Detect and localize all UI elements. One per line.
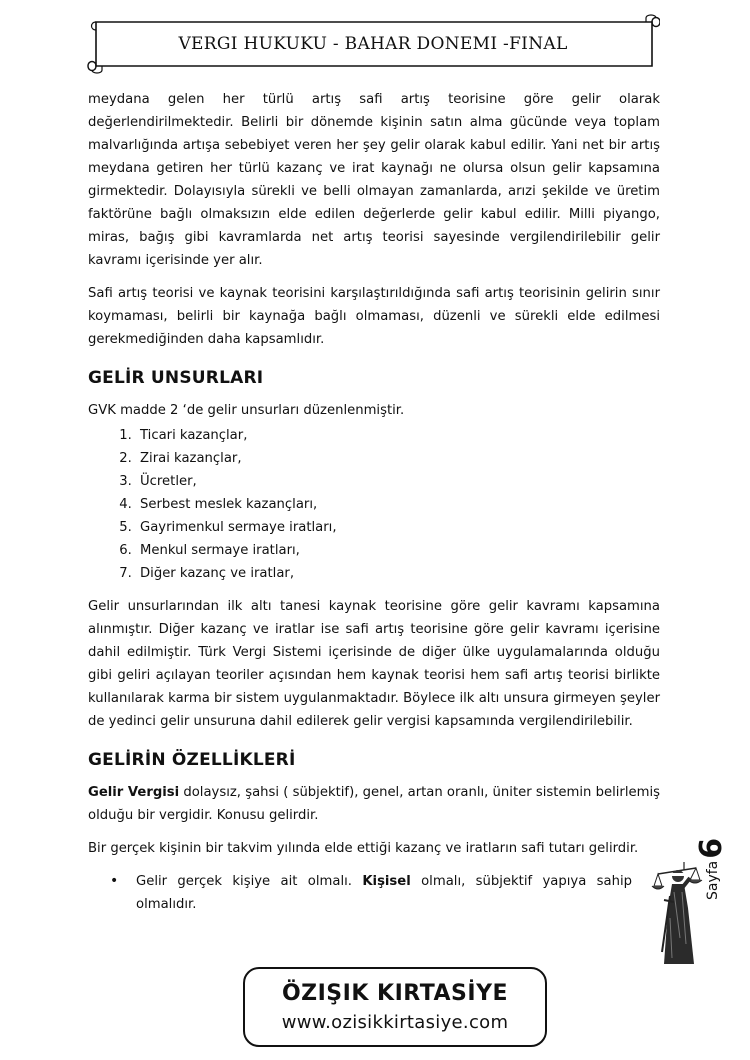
paragraph [88, 781, 660, 827]
income-elements-list [88, 424, 660, 585]
list-item [136, 870, 660, 916]
page-label-text: Sayfa [705, 860, 721, 900]
bullet-text: Gelir gerçek kişiye ait olmalı. [136, 874, 363, 889]
list-item: 6. Menkul sermaye iratları, [136, 539, 660, 562]
paragraph: Bir gerçek kişinin bir takvim yılında elde ettiği kazanç ve iratların safi tutarı gelirdir. [88, 841, 639, 856]
list-item: 5. Gayrimenkul sermaye iratları, [136, 516, 660, 539]
bold-term: Gelir Vergisi [88, 785, 180, 800]
paragraph: Gelir unsurlarından ilk altı tanesi kaynak teorisine göre gelir kavramı kapsamına alınmıştır. Diğer kazanç ve iratlar ise safi artış teorisine göre gelir kavramı içerisine dahil edilmiştir. Türk Vergi Sistemi içerisinde de diğer ülke uygulamalarında olduğu gibi geliri açılayan teoriler açısından hem kaynak teorisi hem safi artış teorisi birlikte kullanılarak karma bir sistem uygulanmaktadır. Böylece ilk altı unsura girmeyen şeyler de yedinci gelir unsuruna dahil edilerek gelir vergisi kapsamında vergilendirilebilir. [88, 599, 660, 729]
footer-company-name: ÖZIŞIK KIRTASİYE [281, 981, 509, 1006]
list-item: 1. Ticari kazançlar, [136, 424, 660, 447]
page-number-value: 6 [694, 837, 729, 859]
bullet-text: olmalı, sübjektif yapıya sahip olmalıdır. [136, 874, 633, 912]
paragraph-text: dolaysız, şahsi ( sübjektif), genel, artan oranlı, üniter sistemin belirlemiş olduğu bir vergidir. Konusu gelirdir. [88, 785, 660, 823]
paragraph: GVK madde 2 ‘de gelir unsurları düzenlenmiştir. [88, 403, 405, 418]
footer-advert [243, 967, 547, 1047]
document-body [88, 88, 660, 916]
bullet-list [88, 870, 660, 916]
paragraph: meydana gelen her türlü artış safi artış teorisine göre gelir olarak değerlendirilmektedir. Belirli bir dönemde kişinin satın alma gücünde veya toplam malvarlığında artışa sebebiyet veren her şey gelir olarak kabul edilir. Yani net bir artış meydana getiren her türlü kazanç ve irat kaynağı ne olursa olsun gelir kapsamına girmektedir. Dolayısıyla sürekli ve belli olmayan zamanlarda, arızi şekilde ve üretim faktörüne bağlı olmaksızın elde edilen değerlerde gelir kabul edilir. Milli piyango, miras, bağış gibi kavramlarda net artış teorisi sayesinde vergilendirilebilir gelir kavramı içerisinde yer alır. [88, 92, 660, 268]
bold-term: Kişisel [362, 874, 411, 889]
list-item: 4. Serbest meslek kazançları, [136, 493, 660, 516]
section-heading: GELİRİN ÖZELLİKLERİ [88, 750, 296, 770]
list-item: 2. Zirai kazançlar, [136, 447, 660, 470]
paragraph: Safi artış teorisi ve kaynak teorisini karşılaştırıldığında safi artış teorisinin gelirin sınır koymaması, belirli bir kaynağa bağlı olmaması, düzenli ve sürekli elde edilmesi gerekmediğinden daha kapsamlıdır. [88, 286, 660, 347]
page-title: VERGI HUKUKU - BAHAR DONEMI -FINAL [178, 34, 568, 54]
page-number [694, 830, 729, 900]
section-heading: GELİR UNSURLARI [88, 368, 264, 388]
header-banner [86, 14, 660, 74]
list-item: 7. Diğer kazanç ve iratlar, [136, 562, 660, 585]
list-item: 3. Ücretler, [136, 470, 660, 493]
footer-website-link[interactable]: www.ozisikkirtasiye.com [281, 1012, 509, 1033]
